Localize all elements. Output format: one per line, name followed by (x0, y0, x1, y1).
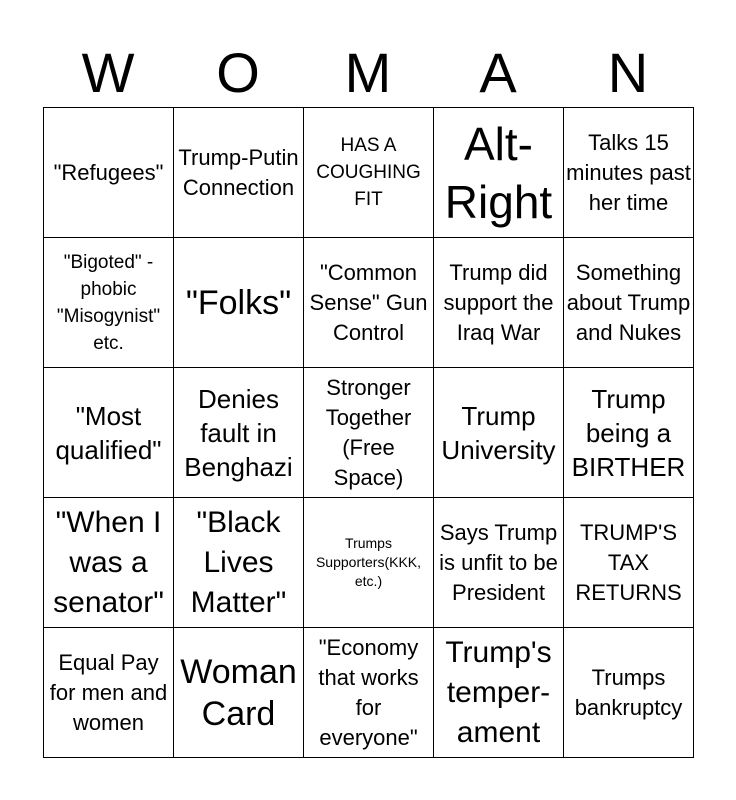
bingo-cell-text: Trumps bankruptcy (574, 664, 683, 720)
bingo-cell-text: "Common Sense" Gun Control (309, 259, 428, 345)
bingo-cell[interactable] (304, 628, 434, 758)
bingo-row (44, 108, 694, 238)
bingo-cell-text: Trump-Putin Connection (178, 144, 299, 200)
bingo-cell[interactable] (304, 238, 434, 368)
bingo-cell-text: HAS A COUGHING FIT (316, 135, 421, 210)
bingo-cell[interactable] (434, 368, 564, 498)
bingo-cell[interactable] (304, 498, 434, 628)
bingo-cell[interactable] (304, 108, 434, 238)
bingo-cell[interactable] (174, 238, 304, 368)
bingo-cell-text: Something about Trump and Nukes (566, 259, 691, 345)
bingo-cell[interactable] (44, 498, 174, 628)
bingo-cell-text: Alt-Right (444, 117, 553, 228)
bingo-cell-text: Trumps Supporters(KKK, etc.) (315, 535, 422, 589)
header-letter: N (607, 41, 649, 104)
bingo-cell[interactable] (44, 238, 174, 368)
bingo-cell-text: Trump did support the Iraq War (443, 259, 554, 345)
bingo-cell-text: "Economy that works for everyone" (318, 634, 419, 750)
bingo-cell-text: "Folks" (185, 283, 292, 322)
bingo-cell[interactable] (564, 628, 694, 758)
bingo-grid (43, 107, 694, 758)
header-letter: W (81, 41, 135, 104)
bingo-cell[interactable] (174, 628, 304, 758)
bingo-cell-text: Talks 15 minutes past her time (566, 129, 691, 215)
bingo-cell[interactable] (174, 108, 304, 238)
bingo-cell[interactable] (434, 498, 564, 628)
bingo-row (44, 628, 694, 758)
bingo-cell-text: "Refugees" (53, 159, 164, 185)
bingo-cell[interactable] (564, 238, 694, 368)
bingo-cell[interactable] (174, 498, 304, 628)
bingo-cell[interactable] (44, 628, 174, 758)
bingo-cell-text: Says Trump is unfit to be President (439, 519, 558, 605)
bingo-cell[interactable] (434, 238, 564, 368)
bingo-cell-text: "Black Lives Matter" (190, 505, 287, 619)
bingo-cell[interactable] (564, 108, 694, 238)
bingo-cell-text: Equal Pay for men and women (49, 649, 168, 735)
bingo-cell-text: Stronger Together (Free Space) (325, 374, 412, 490)
bingo-cell-text: "Bigoted" -phobic "Misogynist" etc. (56, 251, 161, 354)
header-letter: A (479, 41, 517, 104)
bingo-row (44, 368, 694, 498)
bingo-cell[interactable] (564, 498, 694, 628)
bingo-cell-text: Trump's temper-ament (445, 635, 552, 749)
bingo-row (44, 498, 694, 628)
bingo-cell-text: Trump being a BIRTHER (571, 383, 686, 482)
bingo-cell-text: Woman Card (180, 652, 297, 733)
bingo-cell-text: "When I was a senator" (53, 505, 164, 619)
bingo-cell-text: Denies fault in Benghazi (184, 383, 293, 482)
header-letter: M (344, 41, 392, 104)
bingo-cell-text: TRUMP'S TAX RETURNS (575, 519, 682, 605)
bingo-cell-text: "Most qualified" (55, 400, 162, 465)
bingo-cell[interactable] (304, 368, 434, 498)
bingo-cell-text: Trump University (441, 400, 556, 465)
bingo-cell[interactable] (44, 108, 174, 238)
bingo-header (43, 40, 693, 106)
bingo-row (44, 238, 694, 368)
header-letter: O (216, 41, 260, 104)
bingo-cell[interactable] (434, 628, 564, 758)
bingo-cell[interactable] (564, 368, 694, 498)
bingo-cell[interactable] (174, 368, 304, 498)
bingo-cell[interactable] (44, 368, 174, 498)
bingo-cell[interactable] (434, 108, 564, 238)
